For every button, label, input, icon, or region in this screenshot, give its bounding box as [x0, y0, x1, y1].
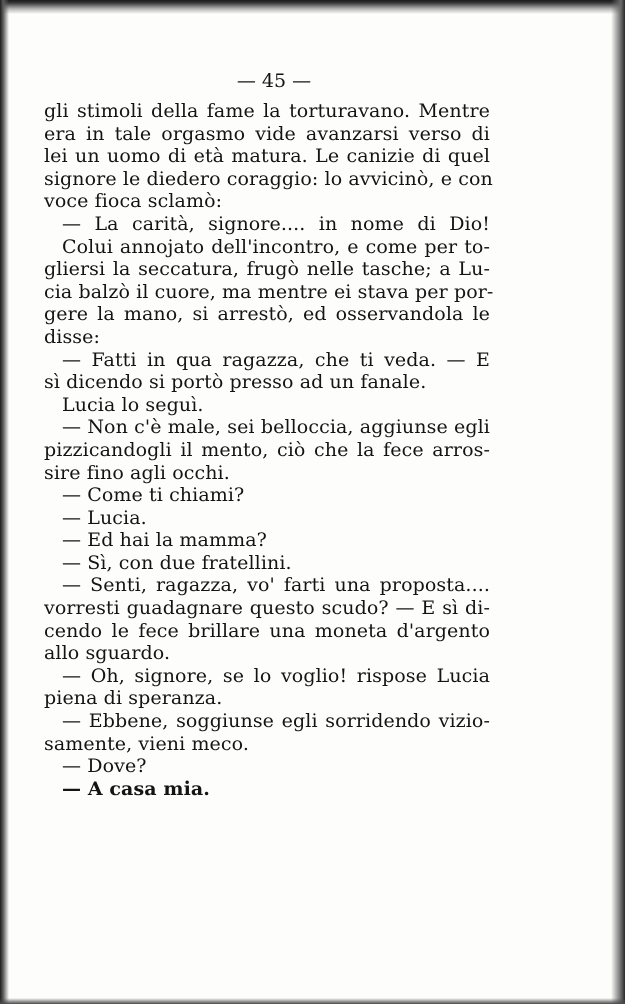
page-number: — 45 — — [236, 70, 312, 92]
text-line: sire fino agli occhi. — [44, 461, 230, 484]
text-line: — A casa mia. — [62, 777, 211, 800]
text-line: — Ed hai la mamma? — [62, 529, 267, 552]
text-line: gere la mano, si arrestò, ed osservandola le — [44, 303, 490, 326]
text-line: pizzicandogli il mento, ciò che la fece arros- — [44, 438, 490, 461]
text-line: allo sguardo. — [44, 642, 171, 665]
scan-edge-left — [0, 0, 9, 1004]
text-line: — Non c'è male, sei belloccia, aggiunse egli — [62, 416, 490, 439]
text-line: era in tale orgasmo vide avanzarsi verso di — [44, 122, 490, 145]
text-line: piena di speranza. — [44, 687, 223, 710]
text-line: cendo le fece brillare una moneta d'argento — [44, 619, 490, 642]
text-line: gliersi la seccatura, frugò nelle tasche; a Lu- — [44, 258, 490, 281]
text-line: voce fioca sclamò: — [44, 190, 223, 213]
text-line: signore le diedero coraggio: lo avvicinò, e con — [44, 167, 493, 190]
text-line: Colui annojato dell'incontro, e come per to- — [62, 235, 490, 258]
text-line: cia balzò il cuore, ma mentre ei stava per por- — [44, 280, 494, 303]
text-line: disse: — [44, 325, 100, 348]
scan-edge-bottom — [0, 998, 625, 1004]
text-line: — Lucia. — [62, 506, 147, 529]
scan-edge-top — [0, 0, 625, 14]
text-line: — Come ti chiami? — [62, 484, 245, 507]
text-line: gli stimoli della fame la torturavano. Mentre — [44, 100, 490, 122]
text-line: vorresti guadagnare questo scudo? — E sì di- — [44, 597, 490, 620]
text-line: — Senti, ragazza, vo' farti una proposta.... — [62, 574, 490, 597]
text-line: — Fatti in qua ragazza, che ti veda. — E — [62, 348, 490, 371]
text-line: — Sì, con due fratellini. — [62, 551, 292, 574]
text-line: lei un uomo di età matura. Le canizie di quel — [44, 145, 490, 168]
text-line: — Dove? — [62, 755, 147, 778]
text-line: Lucia lo seguì. — [62, 393, 204, 416]
text-line: samente, vieni meco. — [44, 732, 249, 755]
text-line: sì dicendo si portò presso ad un fanale. — [44, 371, 427, 394]
scan-edge-right — [611, 0, 625, 1004]
page-text — [44, 66, 494, 800]
text-line: — La carità, signore.... in nome di Dio! — [62, 212, 490, 235]
text-line: — Oh, signore, se lo voglio! rispose Lucia — [62, 664, 490, 687]
text-line: — Ebbene, soggiunse egli sorridendo vizio- — [62, 710, 490, 733]
